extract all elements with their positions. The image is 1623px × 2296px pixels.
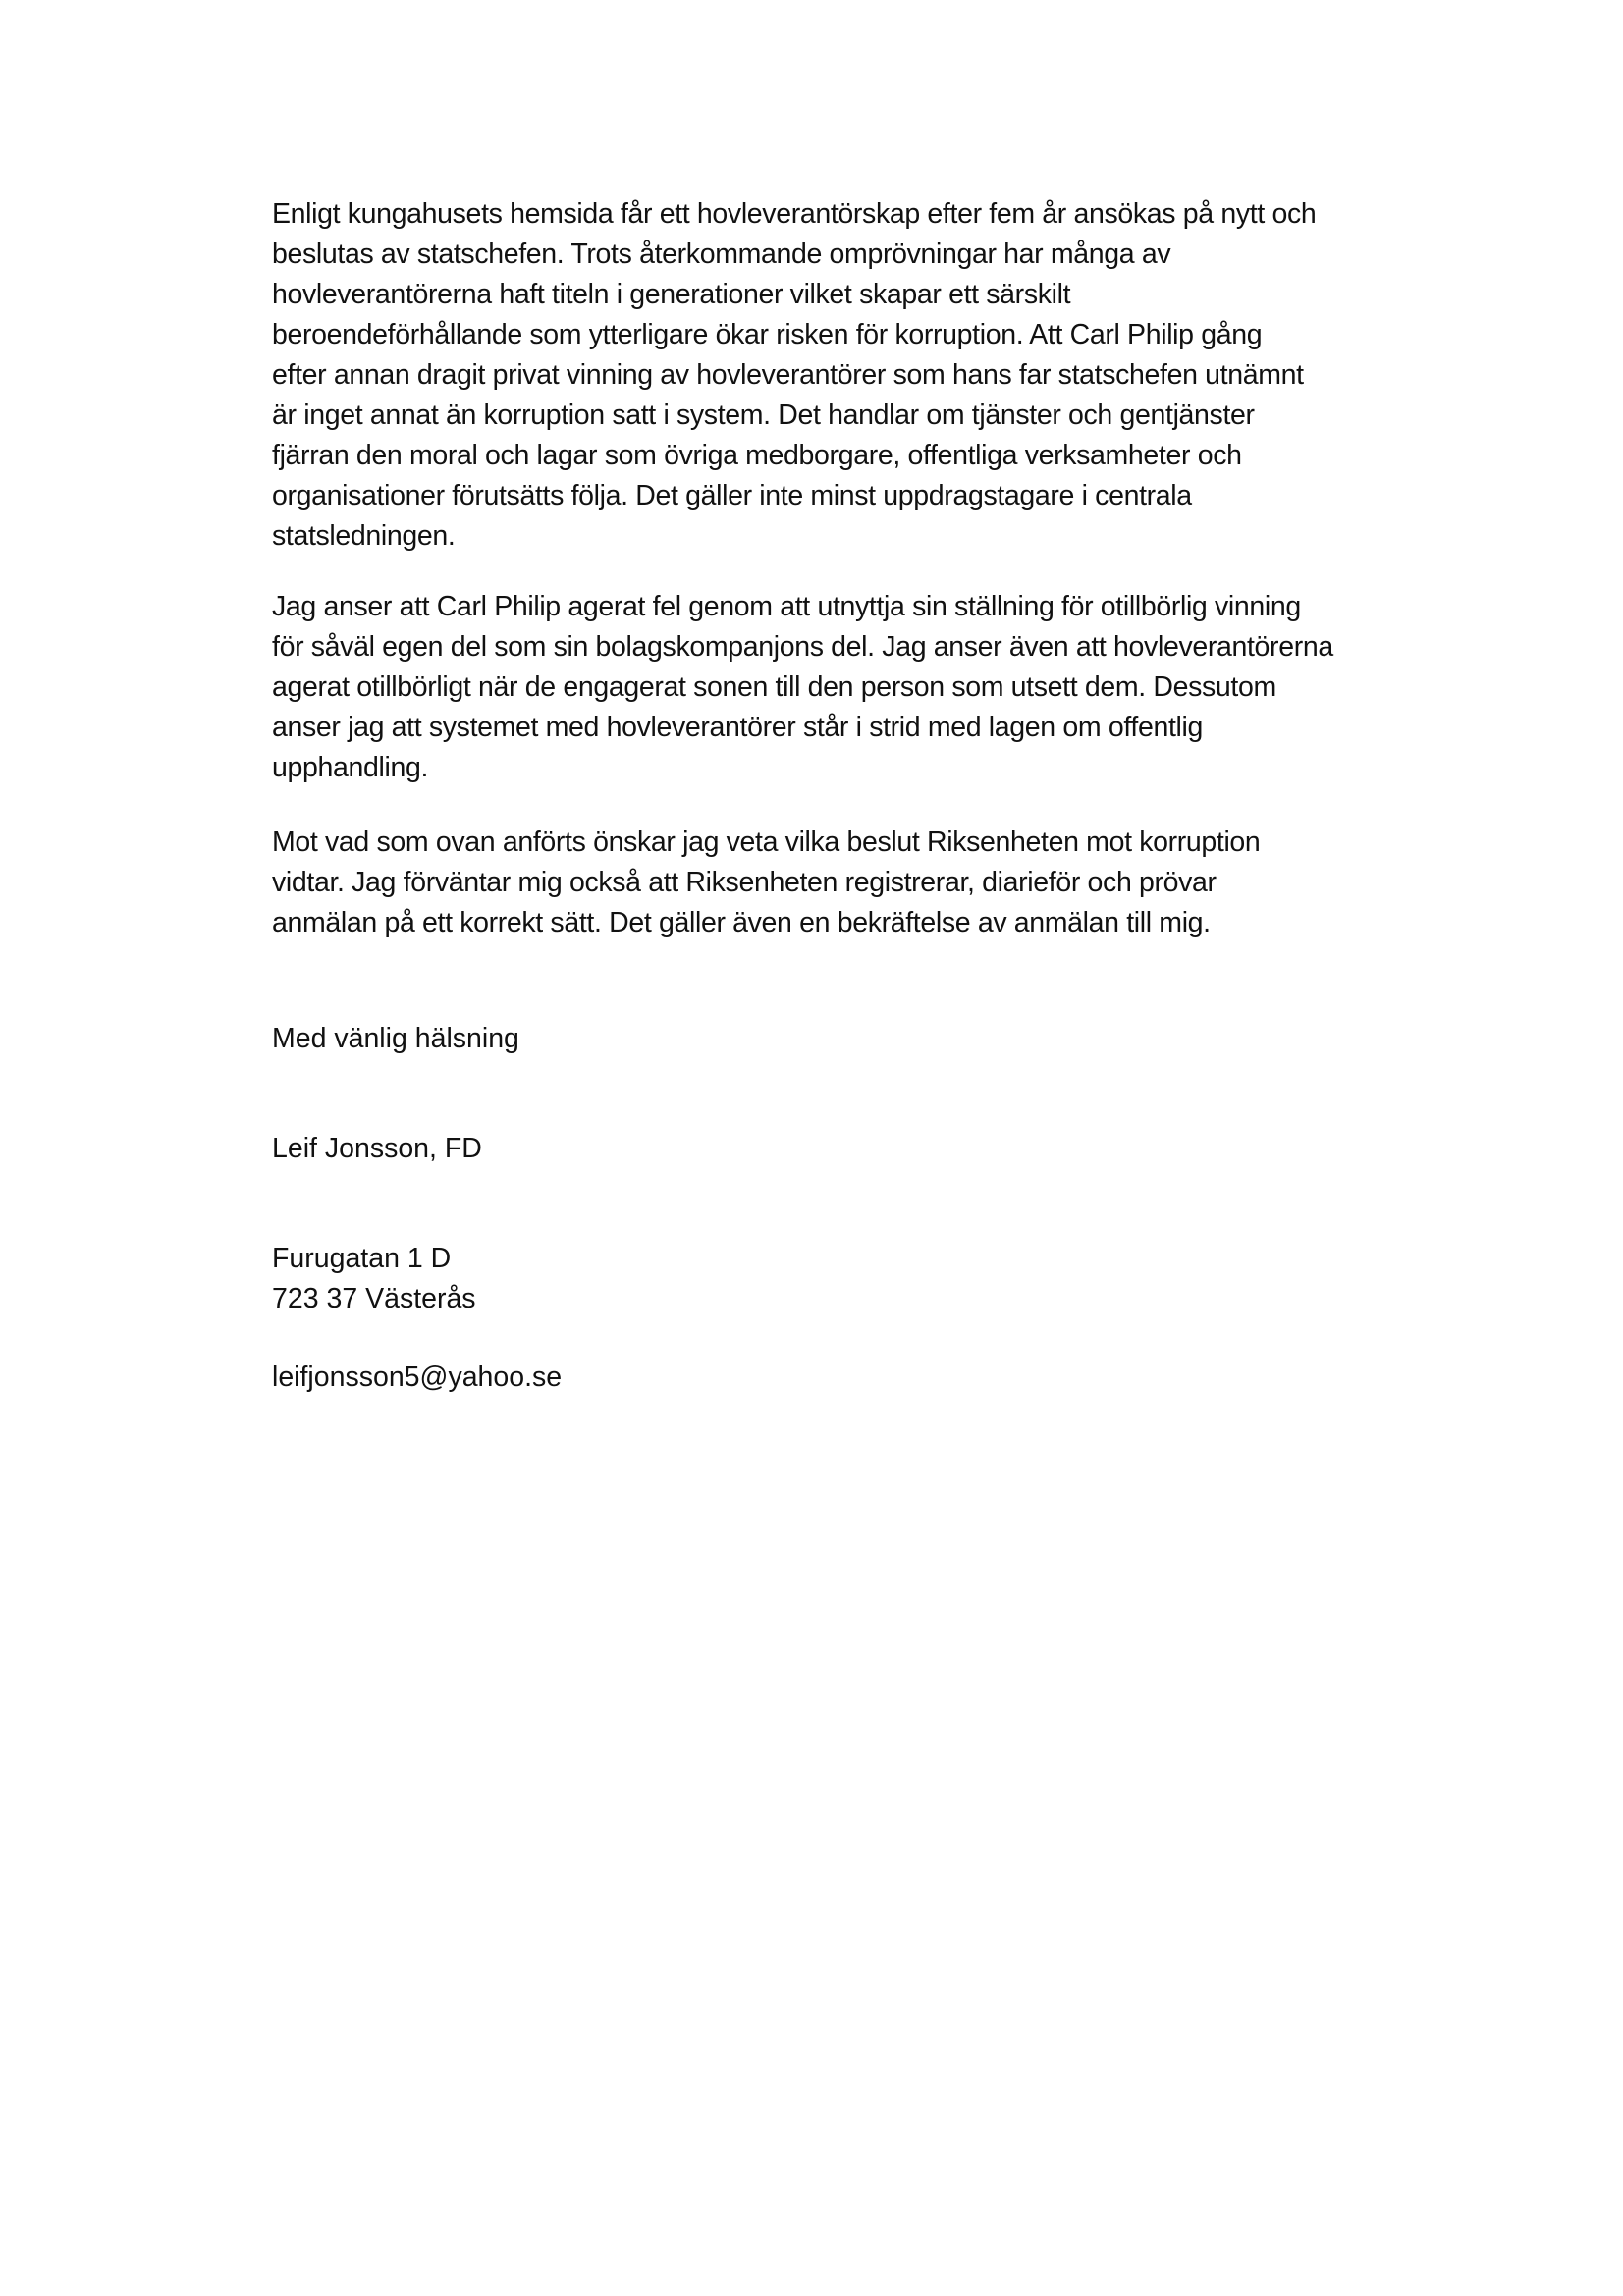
address-city: 723 37 Västerås [272,1283,476,1314]
paragraph-line: agerat otillbörligt när de engagerat sonen till den person som utsett dem. Dessutom [272,671,1276,703]
address-street: Furugatan 1 D [272,1243,452,1274]
paragraph-line: efter annan dragit privat vinning av hovleverantörer som hans far statschefen utnämnt [272,359,1304,391]
paragraph-line: beroendeförhållande som ytterligare ökar risken för korruption. Att Carl Philip gång [272,319,1263,350]
paragraph-line: upphandling. [272,752,429,783]
paragraph-line: Mot vad som ovan anförts önskar jag veta vilka beslut Riksenheten mot korruption [272,827,1261,858]
paragraph-line: beslutas av statschefen. Trots återkommande omprövningar har många av [272,239,1171,270]
paragraph-line: anser jag att systemet med hovleverantörer står i strid med lagen om offentlig [272,712,1203,743]
paragraph-line: organisationer förutsätts följa. Det gäller inte minst uppdragstagare i centrala [272,480,1192,511]
paragraph-line: fjärran den moral och lagar som övriga medborgare, offentliga verksamheter och [272,440,1242,471]
paragraph-line: vidtar. Jag förväntar mig också att Riksenheten registrerar, diarieför och prövar [272,867,1217,898]
signature-name: Leif Jonsson, FD [272,1133,482,1164]
paragraph-line: Enligt kungahusets hemsida får ett hovleverantörskap efter fem år ansökas på nytt och [272,198,1317,230]
paragraph-line: för såväl egen del som sin bolagskompanjons del. Jag anser även att hovleverantörerna [272,631,1333,663]
paragraph-line: är inget annat än korruption satt i system. Det handlar om tjänster och gentjänster [272,400,1255,431]
paragraph-line: statsledningen. [272,520,456,552]
paragraph-line: anmälan på ett korrekt sätt. Det gäller även en bekräftelse av anmälan till mig. [272,907,1211,938]
salutation: Med vänlig hälsning [272,1023,519,1054]
email-address: leifjonsson5@yahoo.se [272,1362,563,1393]
paragraph-line: Jag anser att Carl Philip agerat fel genom att utnyttja sin ställning för otillbörlig vinning [272,591,1301,622]
paragraph-line: hovleverantörerna haft titeln i generationer vilket skapar ett särskilt [272,279,1071,310]
